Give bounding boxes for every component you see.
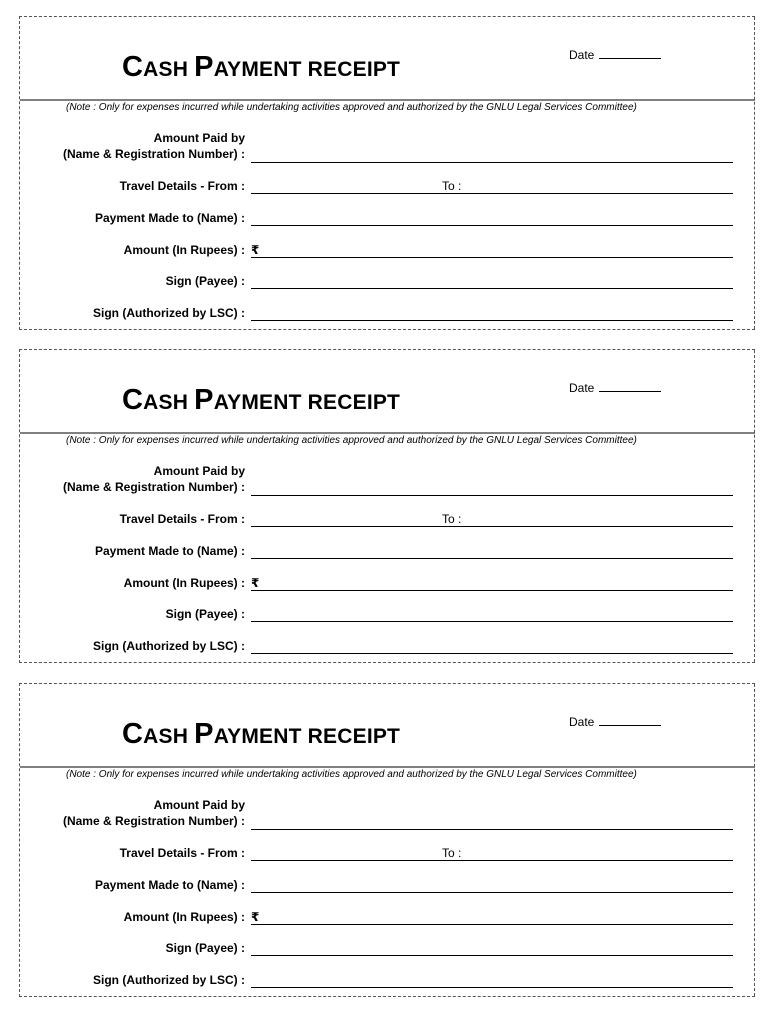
date-label: Date: [569, 48, 595, 62]
sign-payee-label: Sign (Payee) :: [165, 274, 245, 288]
amount-rupees-label: Amount (In Rupees) :: [123, 576, 245, 590]
payment-made-to-label: Payment Made to (Name) :: [94, 211, 245, 225]
date-field: [569, 381, 661, 395]
amount-paid-by-label: Amount Paid by (Name & Registration Number) :: [62, 464, 245, 494]
travel-details-field[interactable]: [251, 860, 733, 861]
date-label: Date: [569, 381, 595, 395]
sign-payee-field[interactable]: [251, 288, 733, 289]
date-field: [569, 715, 661, 729]
travel-from-label: Travel Details - From :: [119, 512, 245, 526]
amount-paid-by-field[interactable]: [251, 495, 733, 496]
sign-payee-label: Sign (Payee) :: [165, 941, 245, 955]
header-divider: [20, 432, 755, 434]
sign-authorized-field[interactable]: [251, 987, 733, 988]
payment-made-to-field[interactable]: [251, 558, 733, 559]
sign-authorized-label: Sign (Authorized by LSC) :: [93, 639, 245, 653]
receipt-title: CASH PAYMENT RECEIPT: [122, 384, 401, 416]
travel-to-label: To :: [442, 846, 462, 860]
amount-rupees-field[interactable]: [251, 257, 733, 258]
amount-rupees-field[interactable]: [251, 924, 733, 925]
payment-made-to-label: Payment Made to (Name) :: [94, 878, 245, 892]
travel-from-label: Travel Details - From :: [119, 179, 245, 193]
date-input-line[interactable]: [599, 381, 661, 392]
sign-authorized-field[interactable]: [251, 320, 733, 321]
date-input-line[interactable]: [599, 715, 661, 726]
amount-paid-by-label: Amount Paid by (Name & Registration Number) :: [62, 131, 245, 161]
note-text: (Note : Only for expenses incurred while undertaking activities approved and authorized by the GNLU Legal Services Committee): [66, 769, 637, 780]
amount-rupees-label: Amount (In Rupees) :: [123, 910, 245, 924]
note-text: (Note : Only for expenses incurred while undertaking activities approved and authorized by the GNLU Legal Services Committee): [66, 435, 637, 446]
travel-details-field[interactable]: [251, 526, 733, 527]
receipt-title: CASH PAYMENT RECEIPT: [122, 718, 401, 750]
rupee-icon: ₹: [251, 910, 260, 924]
sign-authorized-label: Sign (Authorized by LSC) :: [93, 306, 245, 320]
amount-rupees-field[interactable]: [251, 590, 733, 591]
receipt-title: CASH PAYMENT RECEIPT: [122, 51, 401, 83]
date-input-line[interactable]: [599, 48, 661, 59]
sign-payee-field[interactable]: [251, 621, 733, 622]
rupee-icon: ₹: [251, 576, 260, 590]
sign-payee-label: Sign (Payee) :: [165, 607, 245, 621]
rupee-icon: ₹: [251, 243, 260, 257]
sign-payee-field[interactable]: [251, 955, 733, 956]
travel-to-label: To :: [442, 179, 462, 193]
cash-payment-receipt-3: [19, 683, 755, 997]
payment-made-to-field[interactable]: [251, 225, 733, 226]
cash-payment-receipt-1: [19, 16, 755, 330]
payment-made-to-field[interactable]: [251, 892, 733, 893]
date-field: [569, 48, 661, 62]
sign-authorized-field[interactable]: [251, 653, 733, 654]
amount-paid-by-field[interactable]: [251, 162, 733, 163]
travel-from-label: Travel Details - From :: [119, 846, 245, 860]
amount-paid-by-field[interactable]: [251, 829, 733, 830]
cash-payment-receipt-2: [19, 349, 755, 663]
date-label: Date: [569, 715, 595, 729]
header-divider: [20, 766, 755, 768]
payment-made-to-label: Payment Made to (Name) :: [94, 544, 245, 558]
amount-paid-by-label: Amount Paid by (Name & Registration Number) :: [62, 798, 245, 828]
header-divider: [20, 99, 755, 101]
amount-rupees-label: Amount (In Rupees) :: [123, 243, 245, 257]
sign-authorized-label: Sign (Authorized by LSC) :: [93, 973, 245, 987]
travel-details-field[interactable]: [251, 193, 733, 194]
travel-to-label: To :: [442, 512, 462, 526]
note-text: (Note : Only for expenses incurred while undertaking activities approved and authorized by the GNLU Legal Services Committee): [66, 102, 637, 113]
